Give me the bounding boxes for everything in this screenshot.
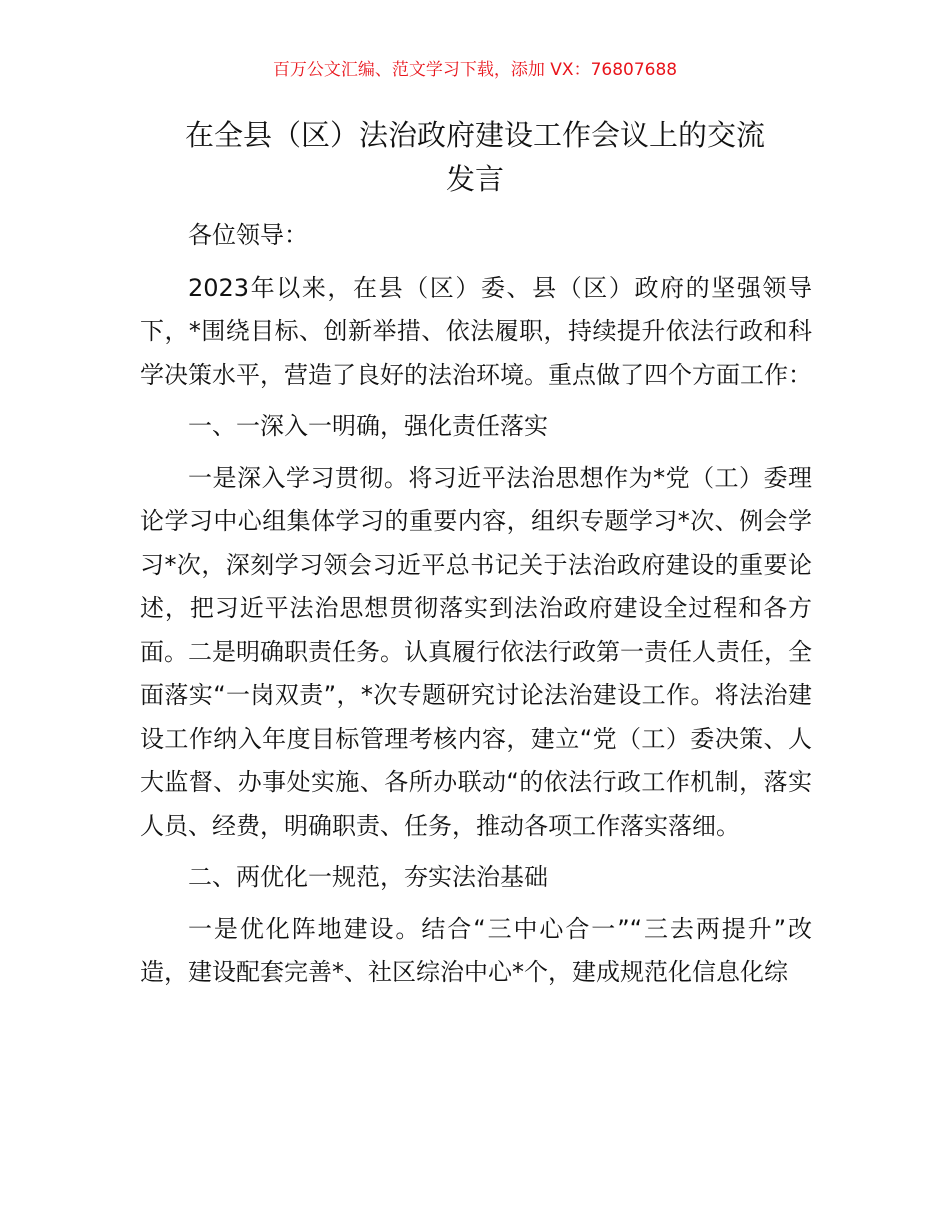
title-line-2: 发言 [445, 162, 504, 196]
greeting: 各位领导： [188, 221, 308, 249]
section-1-paragraph: 一是深入学习贯彻。将习近平法治思想作为*党（工）委理论学习中心组集体学习的重要内容，组织专题学习*次、例会学习*次，深刻学习领会习近平总书记关于法治政府建设的重要论述，把习近平法治思想贯彻落实到法治政府建设全过程和各方面。二是明确职责任务。认真履行依法行政第一责任人责任，全面落实“一岗双责”，*次专题研究讨论法治建设工作。将法治建设工作纳入年度目标管理考核内容，建立“党（工）委决策、人大监督、办事处实施、各所办联动“的依法行政工作机制，落实人员、经费，明确职责、任务，推动各项工作落实落细。 [140, 463, 812, 840]
title-line-1: 在全县（区）法治政府建设工作会议上的交流 [184, 118, 765, 152]
watermark-header-note: 百万公文汇编、范文学习下载，添加 VX：76807688 [272, 60, 678, 80]
document-title [140, 113, 810, 201]
document-body [140, 214, 812, 1003]
intro-paragraph: 2023年以来，在县（区）委、县（区）政府的坚强领导下，*围绕目标、创新举措、依法履职，持续提升依法行政和科学决策水平，营造了良好的法治环境。重点做了四个方面工作： [140, 273, 812, 389]
section-heading-2: 二、两优化一规范，夯实法治基础 [188, 863, 548, 891]
section-2-paragraph: 一是优化阵地建设。结合“三中心合一”“三去两提升”改造，建设配套完善*、社区综治中心*个，建成规范化信息化综 [140, 914, 812, 986]
section-heading-1: 一、一深入一明确，强化责任落实 [188, 412, 548, 440]
